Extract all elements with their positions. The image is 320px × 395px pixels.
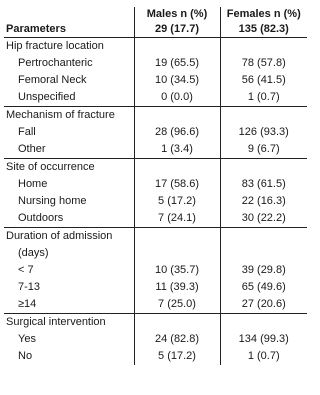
- row-label: Pertrochanteric: [18, 57, 93, 69]
- females-value: 9 (6.7): [220, 141, 307, 159]
- row-label: ≥14: [4, 296, 134, 314]
- females-value: 56 (41.5): [220, 72, 307, 89]
- table-row: [4, 89, 307, 107]
- parameters-header: Parameters: [4, 22, 134, 38]
- row-label: Outdoors: [4, 210, 134, 228]
- females-value: 1 (0.7): [220, 348, 307, 365]
- females-header: Females n (%): [220, 7, 307, 22]
- data-table: [4, 7, 307, 365]
- females-value: 134 (99.3): [220, 331, 307, 348]
- section-title-row: [4, 38, 307, 56]
- males-value: 10 (35.7): [134, 262, 220, 279]
- section-subtitle: (days): [18, 247, 49, 259]
- section-title: Duration of admission: [6, 230, 113, 242]
- females-value: 78 (57.8): [220, 55, 307, 72]
- males-value: 7 (24.1): [134, 210, 220, 228]
- row-label: Yes: [18, 333, 36, 345]
- table-row: [4, 348, 307, 365]
- males-value: 10 (34.5): [134, 72, 220, 89]
- males-value: 7 (25.0): [134, 296, 220, 314]
- row-label: Femoral Neck: [18, 74, 87, 86]
- females-value: 22 (16.3): [220, 193, 307, 210]
- header-row-2: [4, 22, 307, 38]
- section-title-row: [4, 314, 307, 332]
- females-value: 27 (20.6): [220, 296, 307, 314]
- table-row: [4, 331, 307, 348]
- row-label: < 7: [18, 264, 34, 276]
- females-value: 83 (61.5): [220, 176, 307, 193]
- section-title-row: [4, 228, 307, 246]
- males-value: 28 (96.6): [134, 124, 220, 141]
- females-value: 1 (0.7): [220, 89, 307, 107]
- females-value: 30 (22.2): [220, 210, 307, 228]
- row-label: Unspecified: [4, 89, 134, 107]
- header-row-1: [4, 7, 307, 22]
- table-row: [4, 262, 307, 279]
- females-value: 65 (49.6): [220, 279, 307, 296]
- row-label: Fall: [18, 126, 36, 138]
- males-value: 19 (65.5): [134, 55, 220, 72]
- males-value: 0 (0.0): [134, 89, 220, 107]
- males-total: 29 (17.7): [134, 22, 220, 38]
- row-label: Nursing home: [18, 195, 87, 207]
- males-value: 5 (17.2): [134, 193, 220, 210]
- males-value: 17 (58.6): [134, 176, 220, 193]
- table-row: [4, 72, 307, 89]
- section-title: Hip fracture location: [6, 40, 104, 52]
- section-title: Surgical intervention: [6, 316, 106, 328]
- males-value: 1 (3.4): [134, 141, 220, 159]
- females-value: 126 (93.3): [220, 124, 307, 141]
- males-value: 11 (39.3): [134, 279, 220, 296]
- section-title-row: [4, 159, 307, 177]
- table-row: [4, 176, 307, 193]
- section-subtitle-row: [4, 245, 307, 262]
- table-row: [4, 124, 307, 141]
- table-row: [4, 279, 307, 296]
- table-row: [4, 141, 307, 159]
- section-title: Site of occurrence: [6, 161, 95, 173]
- males-value: 24 (82.8): [134, 331, 220, 348]
- section-title-row: [4, 107, 307, 125]
- table-row: [4, 55, 307, 72]
- females-total: 135 (82.3): [220, 22, 307, 38]
- males-header: Males n (%): [134, 7, 220, 22]
- row-label: Home: [18, 178, 48, 190]
- males-value: 5 (17.2): [134, 348, 220, 365]
- table-row: [4, 296, 307, 314]
- section-title: Mechanism of fracture: [6, 109, 115, 121]
- row-label: 7-13: [18, 281, 41, 293]
- row-label: No: [18, 350, 33, 362]
- row-label: Other: [4, 141, 134, 159]
- header-empty-cell: [4, 7, 134, 22]
- table-row: [4, 210, 307, 228]
- table-row: [4, 193, 307, 210]
- females-value: 39 (29.8): [220, 262, 307, 279]
